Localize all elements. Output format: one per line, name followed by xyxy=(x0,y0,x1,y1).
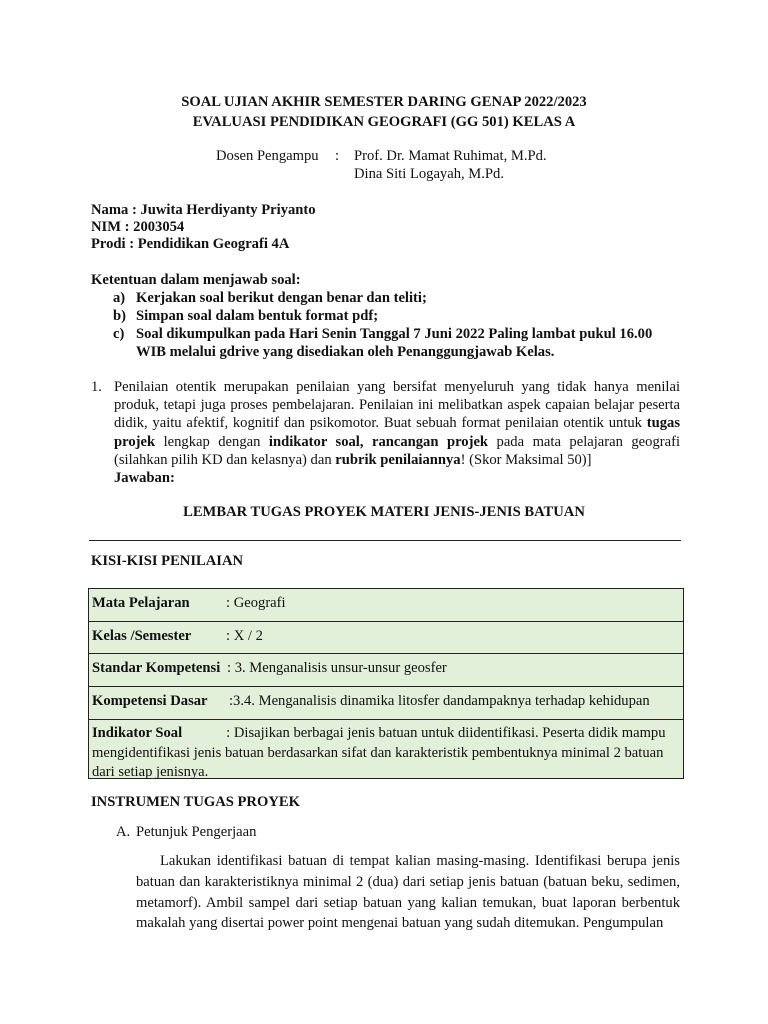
instrument-heading: INSTRUMEN TUGAS PROYEK xyxy=(91,794,300,810)
question-text: Penilaian otentik merupakan penilaian yang bersifat menyeluruh yang tidak hanya menilai produk, tetapi juga proses pembelajaran. Penilaian ini melibatkan aspek capaian belajar peserta didik, yaitu afektif, kognitif dan psikomotor. Buat sebuah format penilaian otentik untuk tugas projek lengkap dengan indikator soal, rancangan projek pada mata pelajaran geografi (silahkan pilih KD dan kelasnya) dan rubrik penilaiannya! (Skor Maksimal 50)] xyxy=(114,379,680,468)
answer-label: Jawaban: xyxy=(114,470,175,486)
instruction-paragraph: Lakukan identifikasi batuan di tempat kalian masing-masing. Identifikasi berupa jenis batuan dan karakteristiknya minimal 2 (dua) dari setiap jenis batuan (batuan beku, sedimen, metamorf). Ambil sampel dari setiap batuan yang kalian temukan, buat laporan berbentuk makalah yang disertai power point mengenai batuan yang sudah ditemukan. Pengumpulan xyxy=(136,853,680,932)
rule-letter: a) xyxy=(113,290,126,306)
exam-title: SOAL UJIAN AKHIR SEMESTER DARING GENAP 2022/2023 xyxy=(181,94,587,110)
sheet-title: LEMBAR TUGAS PROYEK MATERI JENIS-JENIS BATUAN xyxy=(183,504,585,520)
table-row xyxy=(89,622,683,654)
row-label: Mata Pelajaran xyxy=(92,595,190,611)
question-number: 1. xyxy=(91,379,102,395)
divider-line xyxy=(89,540,681,541)
lecturer-name: Prof. Dr. Mamat Ruhimat, M.Pd. xyxy=(354,148,547,164)
rule-text: Kerjakan soal berikut dengan benar dan teliti; xyxy=(136,290,427,306)
row-label: Kelas /Semester xyxy=(92,628,192,644)
rule-letter: c) xyxy=(113,326,125,342)
student-name: Nama : Juwita Herdiyanty Priyanto xyxy=(91,202,316,218)
row-value: : 3. Menganalisis unsur-unsur geosfer xyxy=(227,660,447,676)
row-value: : Disajikan berbagai jenis batuan untuk diidentifikasi. Peserta didik mampu mengidentifikasi jenis batuan berdasarkan sifat dan karakteristik pembentuknya minimal 2 batuan dari setiap jenisnya. xyxy=(92,725,666,780)
row-value: : Geografi xyxy=(226,595,286,611)
rule-text: Soal dikumpulkan pada Hari Senin Tanggal 7 Juni 2022 Paling lambat pukul 16.00 WIB melalui gdrive yang disediakan oleh Penanggungjawab Kelas. xyxy=(136,326,653,360)
kisi-heading: KISI-KISI PENILAIAN xyxy=(91,553,244,569)
table-row xyxy=(89,654,683,687)
row-label: Indikator Soal xyxy=(92,725,183,741)
indikator-text xyxy=(92,720,678,783)
section-title: Petunjuk Pengerjaan xyxy=(136,824,257,840)
student-nim: NIM : 2003054 xyxy=(91,219,185,235)
lecturer-label: Dosen Pengampu xyxy=(216,148,319,164)
table-row xyxy=(89,720,683,778)
rules-heading: Ketentuan dalam menjawab soal: xyxy=(91,272,301,288)
lecturer-colon: : xyxy=(335,148,340,164)
rule-letter: b) xyxy=(113,308,126,324)
table-row xyxy=(89,589,683,622)
table-row xyxy=(89,687,683,720)
row-label: Kompetensi Dasar xyxy=(92,693,208,709)
lecturer-name: Dina Siti Logayah, M.Pd. xyxy=(354,166,504,182)
row-value: : X / 2 xyxy=(226,628,263,644)
kisi-table xyxy=(88,588,684,779)
rule-text: Simpan soal dalam bentuk format pdf; xyxy=(136,308,379,324)
student-prodi: Prodi : Pendidikan Geografi 4A xyxy=(91,236,290,252)
row-value: :3.4. Menganalisis dinamika litosfer dandampaknya terhadap kehidupan xyxy=(229,693,650,709)
section-letter: A. xyxy=(116,824,131,840)
row-label: Standar Kompetensi xyxy=(92,660,221,676)
course-title: EVALUASI PENDIDIKAN GEOGRAFI (GG 501) KELAS A xyxy=(192,114,576,130)
